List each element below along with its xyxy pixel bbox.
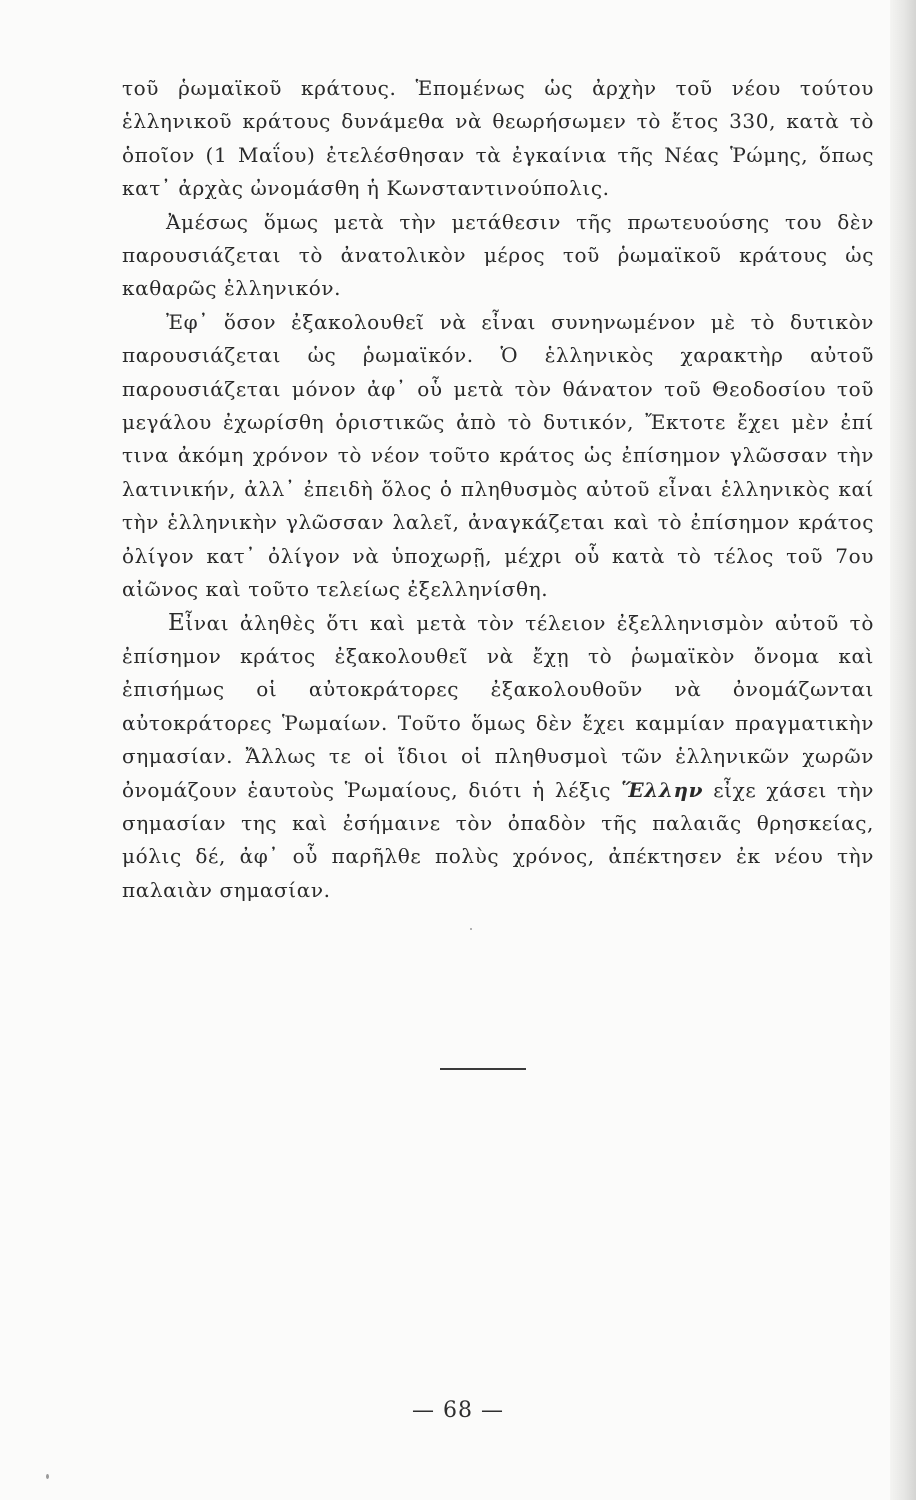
paragraph-3: Ἐφ᾽ ὅσον ἐξακολουθεῖ νὰ εἶναι συνηνωμένον μὲ τὸ δυτικὸν παρουσιάζεται ὡς ῥωμαϊκόν. Ὁ ἑλληνικὸς χαρακτὴρ αὐτοῦ παρουσιάζεται μόνον ἀφ᾽ οὗ μετὰ τὸν θάνατον τοῦ Θεοδοσίου τοῦ μεγάλου ἐχωρίσθη ὁριστικῶς ἀπὸ τὸ δυτικόν, Ἔκτοτε ἔχει μὲν ἐπί τινα ἀκόμη χρόνον τὸ νέον τοῦτο κράτος ὡς ἐπίσημον γλῶσσαν τὴν λατινικήν, ἀλλ᾽ ἐπειδὴ ὅλος ὁ πληθυσμὸς αὐτοῦ εἶναι ἑλληνικὸς καί τὴν ἑλληνικὴν γλῶσσαν λαλεῖ, ἀναγκάζεται καὶ τὸ ἐπίσημον κράτος ὀλίγον κατ᾽ ὀλίγον νὰ ὑποχωρῇ, μέχρι οὗ κατὰ τὸ τέλος τοῦ 7ου αἰῶνος καὶ τοῦτο τελείως ἐξελληνίσθη.: [122, 309, 874, 602]
emphasized-word: Ἕλλην: [621, 777, 704, 802]
page-edge-shadow: [890, 0, 916, 1500]
paragraph-4-start: Εἶναι ἀληθὲς ὅτι καὶ μετὰ τὸν τέλειον ἐξελληνισμὸν αὐτοῦ τὸ ἐπίσημον κράτος ἐξακολουθεῖ νὰ ἔχῃ τὸ ῥωμαϊκὸν ὄνομα καὶ ἐπισήμως οἱ αὐτοκράτορες ἐξακολουθοῦν νὰ ὀνομάζωνται αὐτοκράτορες Ῥωμαίων. Τοῦτο ὅμως δὲν ἔχει καμμίαν πραγματικὴν σημασίαν. Ἄλλως τε οἱ ἴδιοι οἱ πληθυσμοὶ τῶν ἑλληνικῶν χωρῶν ὀνομάζουν ἑαυτοὺς Ῥωμαίους, διότι ἡ λέξις: [122, 609, 874, 802]
paragraph-4: [122, 607, 874, 908]
paragraph-4-end: εἶχε χάσει τὴν σημασίαν της καὶ ἐσήμαινε τὸν ὀπαδὸν τῆς παλαιᾶς θρησκείας, μόλις δέ, ἀφ᾽ οὗ παρῆλθε πολὺς χρόνος, ἀπέκτησεν ἐκ νέου τὴν παλαιὰν σημασίαν.: [122, 777, 874, 902]
section-divider: [440, 1068, 526, 1070]
body-text: [122, 72, 874, 907]
page-number: — 68 —: [412, 1398, 504, 1423]
paragraph-2: Ἀμέσως ὅμως μετὰ τὴν μετάθεσιν τῆς πρωτευούσης του δὲν παρουσιάζεται τὸ ἀνατολικὸν μέρος τοῦ ῥωμαϊκοῦ κράτους ὡς καθαρῶς ἑλληνικόν.: [122, 209, 874, 301]
paper-speck: [46, 1474, 49, 1479]
paragraph-1: τοῦ ῥωμαϊκοῦ κράτους. Ἑπομένως ὡς ἀρχὴν τοῦ νέου τούτου ἑλληνικοῦ κράτους δυνάμεθα νὰ θεωρήσωμεν τὸ ἔτος 330, κατὰ τὸ ὁποῖον (1 Μαΐου) ἐτελέσθησαν τὰ ἐγκαίνια τῆς Νέας Ῥώμης, ὅπως κατ᾽ ἀρχὰς ὠνομάσθη ἡ Κωνσταντινούπολις.: [122, 76, 874, 201]
paper-speck: [470, 928, 472, 930]
